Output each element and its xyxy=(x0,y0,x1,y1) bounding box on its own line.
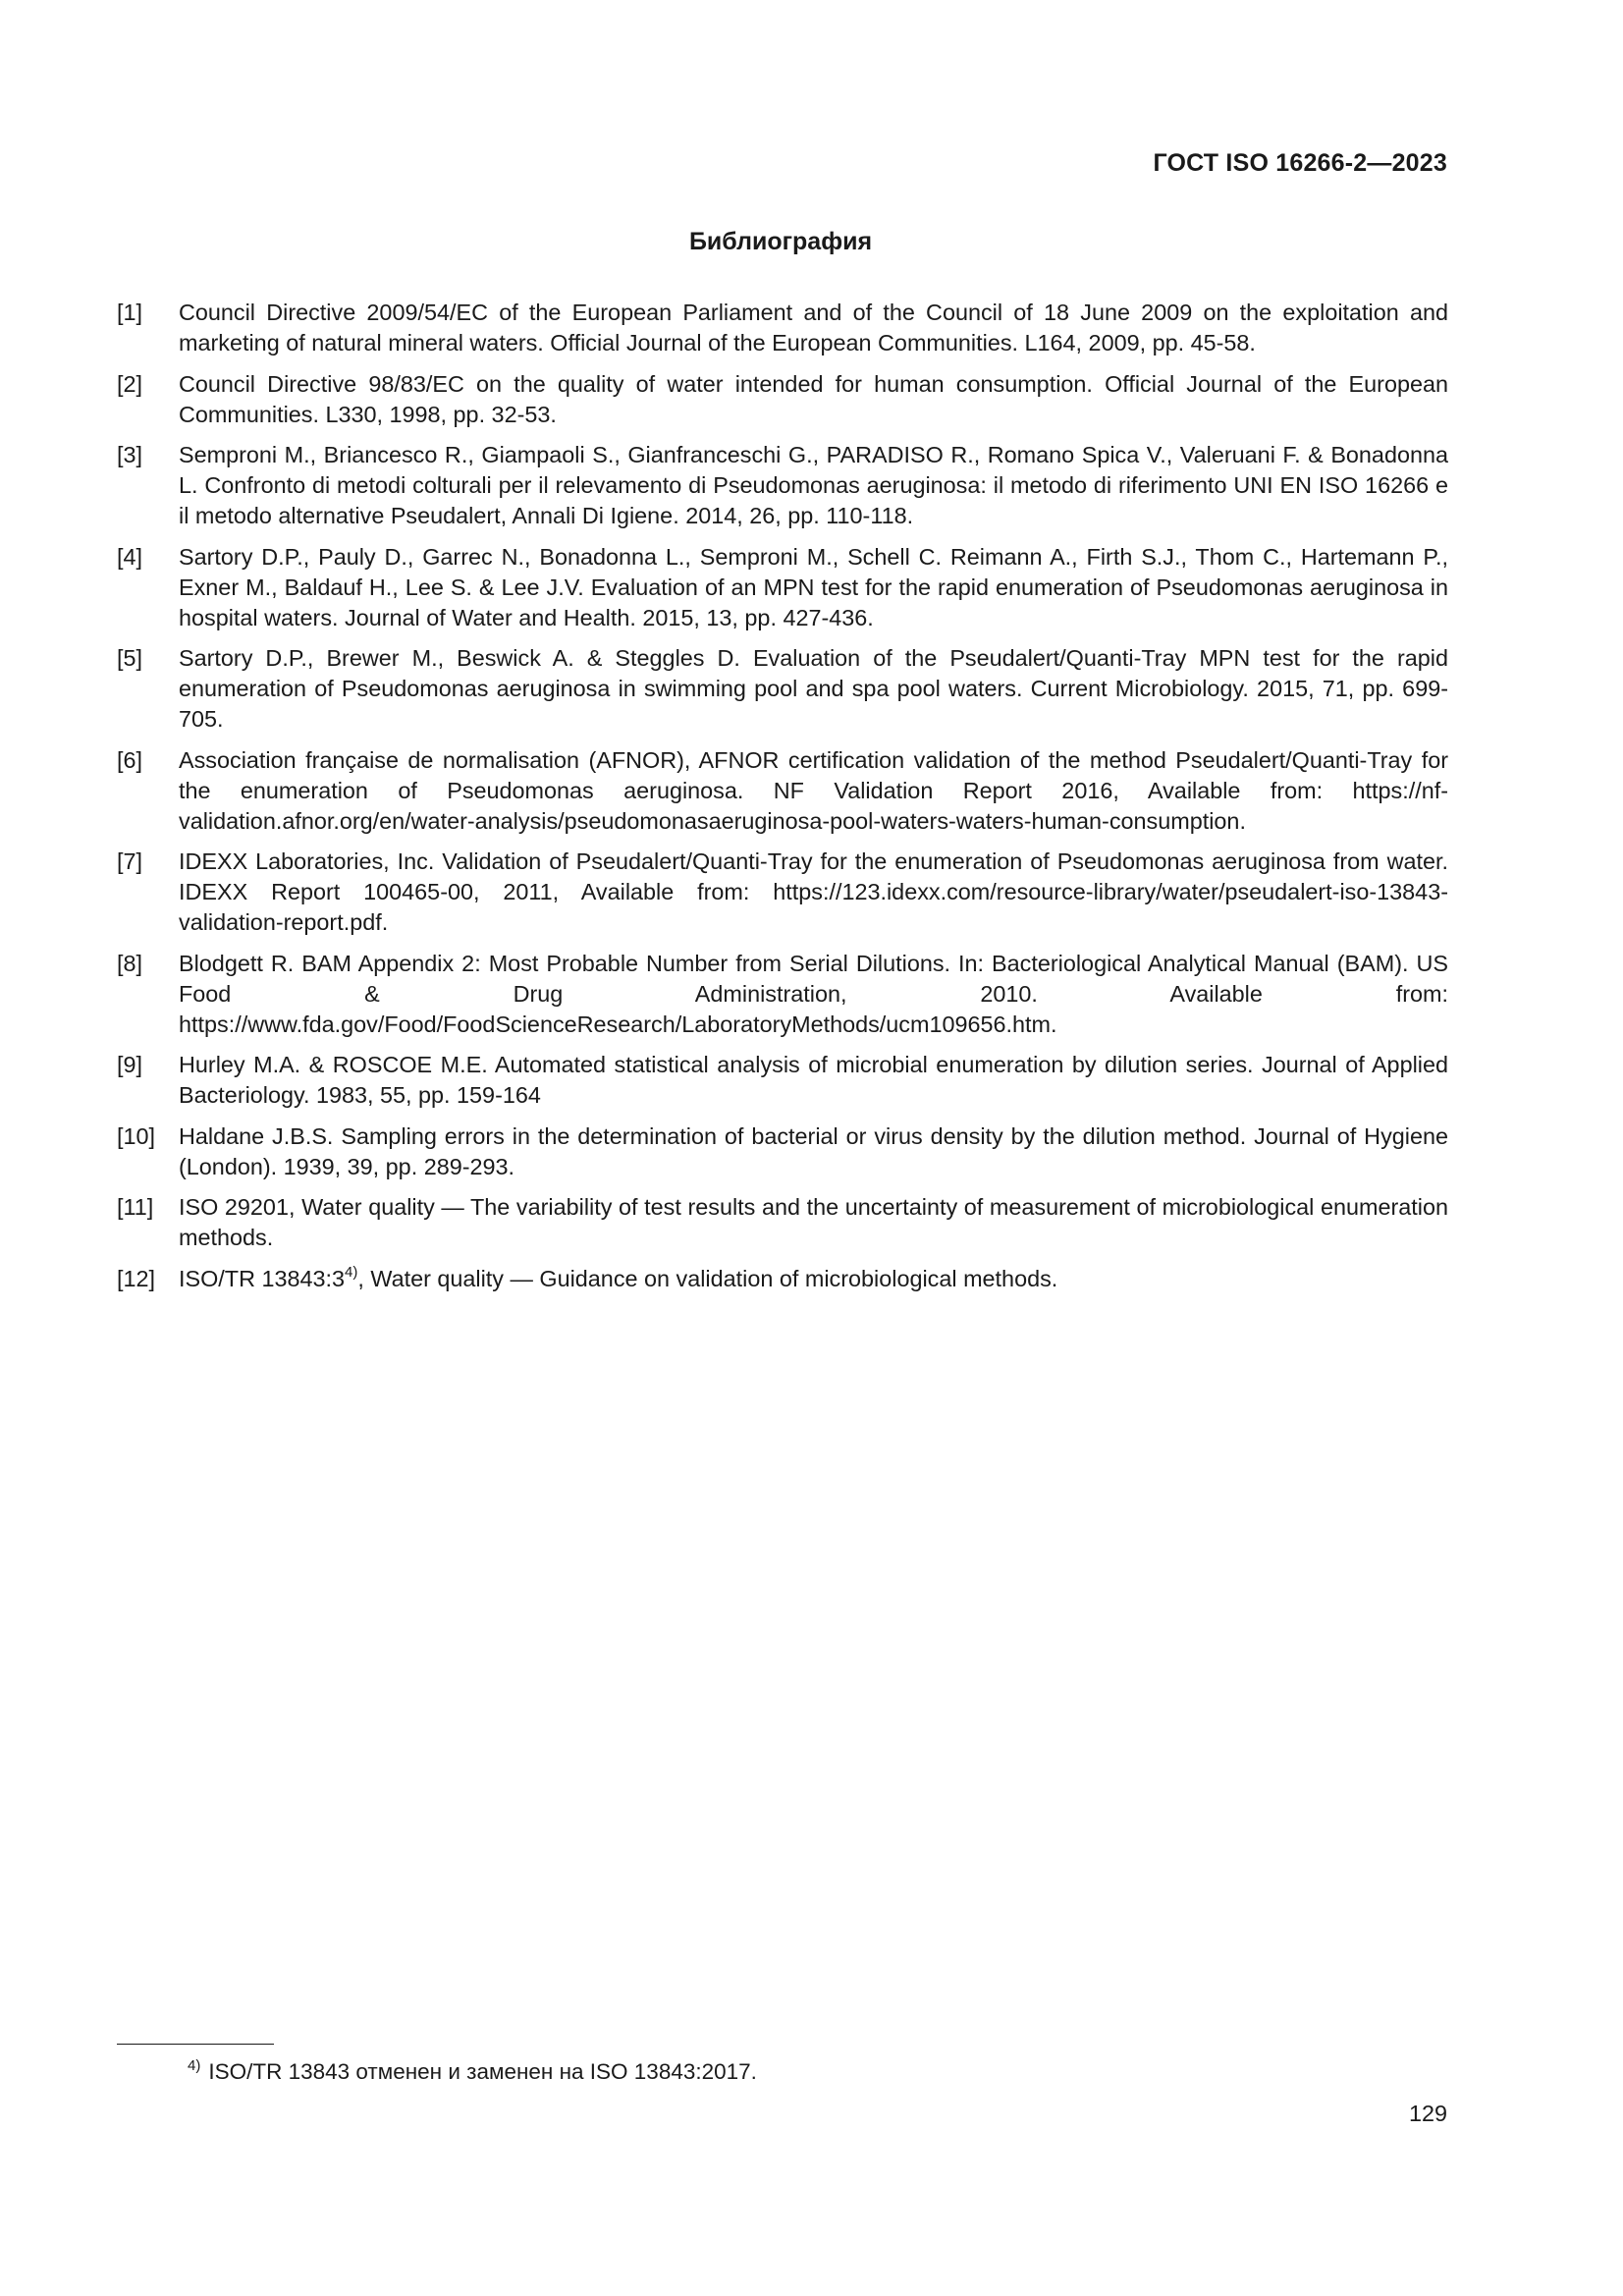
reference-item xyxy=(117,369,1448,430)
footnote xyxy=(188,2057,757,2087)
document-code: ГОСТ ISO 16266-2—2023 xyxy=(1153,149,1447,177)
reference-item xyxy=(117,298,1448,358)
reference-item xyxy=(117,1050,1448,1111)
footnote-marker: 4) xyxy=(188,2057,201,2074)
page-number: 129 xyxy=(1408,2101,1447,2126)
reference-item xyxy=(117,847,1448,938)
reference-number: [4] xyxy=(117,543,143,570)
footnote-divider xyxy=(117,2044,274,2045)
reference-item xyxy=(117,1192,1448,1253)
reference-number: [11] xyxy=(117,1194,154,1220)
reference-number: [8] xyxy=(117,950,143,976)
reference-text-after: , Water quality — Guidance on validation of microbiological methods. xyxy=(357,1265,1058,1291)
reference-text xyxy=(179,1264,1448,1294)
reference-list xyxy=(117,298,1448,1304)
reference-text: Sartory D.P., Brewer M., Beswick A. & Steggles D. Evaluation of the Pseudalert/Quanti-Tray MPN test for the rapid enumeration of Pseudomonas aeruginosa in swimming pool and spa pool waters. Current Microbiology. 2015, 71, pp. 699-705. xyxy=(179,645,1448,732)
bibliography-title: Библиография xyxy=(688,228,873,255)
reference-number: [5] xyxy=(117,645,143,671)
reference-item xyxy=(117,745,1448,837)
reference-text: Blodgett R. BAM Appendix 2: Most Probable Number from Serial Dilutions. In: Bacteriological Analytical Manual (BAM). US Food & Drug Administration, 2010. Available from: https://www.fda.gov/Food/FoodScienceResearch/LaboratoryMethods/ucm109656.htm. xyxy=(179,950,1448,1037)
reference-text: Hurley M.A. & ROSCOE M.E. Automated statistical analysis of microbial enumeration by dilution series. Journal of Applied Bacteriology. 1983, 55, pp. 159-164 xyxy=(179,1052,1448,1108)
reference-item xyxy=(117,542,1448,633)
reference-text: Council Directive 98/83/EC on the quality of water intended for human consumption. Official Journal of the European Communities. L330, 1998, pp. 32-53. xyxy=(179,370,1448,427)
reference-item xyxy=(117,1121,1448,1182)
reference-text: ISO 29201, Water quality — The variability of test results and the uncertainty of measurement of microbiological enumeration methods. xyxy=(179,1194,1448,1250)
reference-text-before: ISO/TR 13843:3 xyxy=(179,1265,346,1291)
reference-text: Semproni M., Briancesco R., Giampaoli S., Gianfranceschi G., PARADISO R., Romano Spica V., Valeruani F. & Bonadonna L. Confronto di metodi colturali per il relevamento di Pseudomonas aeruginosa: il metodo di riferimento UNI EN ISO 16266 e il metodo alternative Pseudalert, Annali Di Igiene. 2014, 26, pp. 110-118. xyxy=(179,442,1448,528)
reference-number: [12] xyxy=(117,1265,156,1291)
reference-number: [7] xyxy=(117,848,143,874)
reference-item xyxy=(117,440,1448,531)
reference-number: [2] xyxy=(117,370,143,397)
reference-text: Council Directive 2009/54/EC of the European Parliament and of the Council of 18 June 2009 on the exploitation and marketing of natural mineral waters. Official Journal of the European Communities. L164, 2009, pp. 45-58. xyxy=(179,300,1448,355)
reference-text: IDEXX Laboratories, Inc. Validation of Pseudalert/Quanti-Tray for the enumeration of Pseudomonas aeruginosa from water. IDEXX Report 100465-00, 2011, Available from: https://123.idexx.com/resource-library/water/pseudalert-iso-13843-validation-report.pdf. xyxy=(179,848,1448,935)
reference-number: [1] xyxy=(117,300,143,325)
reference-item xyxy=(117,1264,1448,1294)
reference-number: [3] xyxy=(117,442,143,467)
reference-text: Association française de normalisation (AFNOR), AFNOR certification validation of the method Pseudalert/Quanti-Tray for the enumeration of Pseudomonas aeruginosa. NF Validation Report 2016, Available from: https://nf-validation.afnor.org/en/water-analysis/pseudomonasaeruginosa-pool-waters-waters-human-consumption. xyxy=(179,746,1448,834)
reference-text: Sartory D.P., Pauly D., Garrec N., Bonadonna L., Semproni M., Schell C. Reimann A., Firth S.J., Thom C., Hartemann P., Exner M., Baldauf H., Lee S. & Lee J.V. Evaluation of an MPN test for the rapid enumeration of Pseudomonas aeruginosa in hospital waters. Journal of Water and Health. 2015, 13, pp. 427-436. xyxy=(179,543,1448,630)
reference-item xyxy=(117,949,1448,1040)
reference-number: [9] xyxy=(117,1052,143,1077)
footnote-text: ISO/TR 13843 отменен и заменен на ISO 13843:2017. xyxy=(208,2059,757,2084)
reference-item xyxy=(117,643,1448,735)
reference-number: [6] xyxy=(117,746,143,773)
footnote-marker: 4) xyxy=(345,1263,358,1281)
reference-number: [10] xyxy=(117,1122,156,1149)
reference-text: Haldane J.B.S. Sampling errors in the determination of bacterial or virus density by the dilution method. Journal of Hygiene (London). 1939, 39, pp. 289-293. xyxy=(179,1122,1448,1179)
